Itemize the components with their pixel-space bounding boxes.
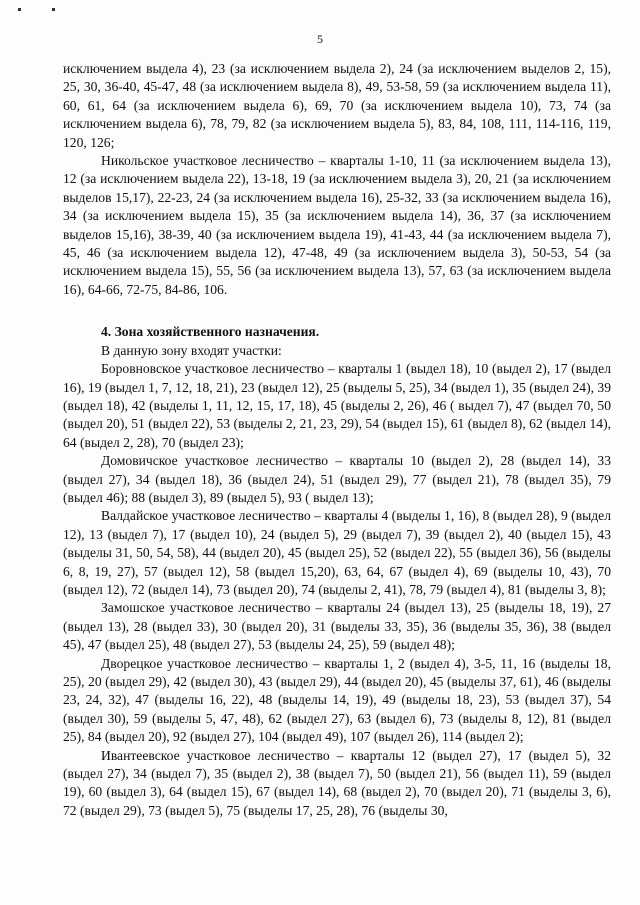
paragraph-dvoretskoe: Дворецкое участковое лесничество – кварталы 1, 2 (выдел 4), 3-5, 11, 16 (выделы 18, 25), 20 (выдел 29), 42 (выдел 30), 43 (выдел 29), 44 (выдел 20), 45 (выделы 37, 61), 46 (выделы 23, 24, 32), 47 (выделы 16, 22), 48 (выделы 14, 19), 49 (выделы 18, 23), 53 (выдел 37), 54 (выдел 30), 59 (выделы 5, 47, 48), 62 (выдел 27), 63 (выдел 6), 73 (выделы 8, 12), 81 (выдел 25), 84 (выдел 20), 92 (выдел 27), 104 (выдел 49), 107 (выдел 26), 114 (выдел 2); bbox=[63, 655, 611, 745]
document-body bbox=[63, 60, 611, 820]
paragraph-intro: В данную зону входят участки: bbox=[101, 342, 282, 358]
section-heading: 4. Зона хозяйственного назначения. bbox=[101, 324, 320, 340]
paragraph-ivanteevskoe: Ивантеевское участковое лесничество – кварталы 12 (выдел 27), 17 (выдел 5), 32 (выдел 27), 34 (выдел 7), 35 (выдел 2), 38 (выдел 7), 50 (выдел 21), 56 (выдел 11), 59 (выдел 19), 60 (выдел 3), 64 (выдел 15), 67 (выдел 14), 68 (выдел 2), 70 (выдел 20), 71 (выделы 3, 6), 72 (выдел 29), 73 (выдел 5), 75 (выделы 17, 25, 28), 76 (выделы 30, bbox=[63, 747, 611, 818]
scan-mark bbox=[52, 8, 55, 11]
paragraph-nikolskoe: Никольское участковое лесничество – кварталы 1-10, 11 (за исключением выдела 13), 12 (за исключением выдела 22), 13-18, 19 (за исключением выдела 3), 20, 21 (за исключением выделов 15,17), 22-23, 24 (за исключением выдела 16), 25-32, 33 (за исключением выдела 16), 34 (за исключением выдела 15), 35 (за исключением выдела 14), 36, 37 (за исключением выделов 15,16), 38-39, 40 (за исключением выдела 19), 41-43, 44 (за исключением выдела 7), 45, 46 (за исключением выдела 12), 47-48, 49 (за исключением выдела 3), 50-53, 54 (за исключением выдела 15), 55, 56 (за исключением выдела 13), 57, 63 (за исключением выдела 16), 64-66, 72-75, 84-86, 106. bbox=[63, 153, 611, 297]
paragraph-zamoshskoe: Замошское участковое лесничество – кварталы 24 (выдел 13), 25 (выделы 18, 19), 27 (выдел 13), 28 (выдел 33), 30 (выдел 20), 31 (выделы 33, 35), 36 (выделы 35, 36), 38 (выдел 45), 47 (выдел 25), 48 (выдел 27), 53 (выделы 24, 25), 59 (выдел 48); bbox=[63, 600, 611, 653]
scan-mark bbox=[18, 8, 21, 11]
page-number: 5 bbox=[317, 32, 323, 46]
paragraph-continuation: исключением выдела 4), 23 (за исключением выдела 2), 24 (за исключением выделов 2, 15), 25, 30, 36-40, 45-47, 48 (за исключением выдела 8), 49, 53-58, 59 (за исключением выдела 11), 60, 61, 64 (за исключением выдела 6), 69, 70 (за исключением выдела 10), 73, 74 (за исключением выдела 6), 78, 79, 82 (за исключением выдела 5), 83, 84, 108, 111, 114-116, 119, 120, 126; bbox=[63, 61, 611, 150]
paragraph-borovnovskoe: Боровновское участковое лесничество – кварталы 1 (выдел 18), 10 (выдел 2), 17 (выдел 16), 19 (выдел 1, 7, 12, 18, 21), 23 (выдел 12), 25 (выделы 5, 25), 34 (выдел 1), 35 (выдел 24), 39 (выдел 18), 42 (выделы 1, 11, 12, 15, 17, 18), 45 (выделы 2, 26), 46 ( выдел 7), 47 (выдел 70, 50 (выдел 20), 51 (выдел 22), 53 (выделы 2, 21, 23, 29), 54 (выдел 15), 61 (выдел 8), 62 (выдел 14), 64 (выдел 2, 28), 70 (выдел 23); bbox=[63, 361, 612, 450]
paragraph-domovichskoe: Домовичское участковое лесничество – кварталы 10 (выдел 2), 28 (выдел 14), 33 (выдел 27), 34 (выдел 18), 36 (выдел 24), 51 (выдел 29), 77 (выдел 21), 78 (выдел 35), 79 (выдел 46); 88 (выдел 3), 89 (выдел 5), 93 ( выдел 13); bbox=[63, 453, 611, 505]
paragraph-valdayskoe: Валдайское участковое лесничество – кварталы 4 (выделы 1, 16), 8 (выдел 28), 9 (выдел 12), 13 (выдел 7), 17 (выдел 10), 24 (выдел 5), 29 (выдел 7), 39 (выдел 2), 40 (выдел 15), 43 (выделы 31, 50, 54, 58), 44 (выдел 20), 45 (выдел 25), 52 (выдел 22), 55 (выдел 36), 56 (выделы 6, 8, 19, 27), 57 (выдел 12), 58 (выдел 15,20), 63, 64, 67 (выдел 4), 69 (выделы 10, 43), 70 (выдел 12), 72 (выдел 14), 73 (выдел 20), 74 (выделы 2, 41), 78, 79 (выдел 4), 81 (выделы 3, 8); bbox=[63, 508, 611, 597]
